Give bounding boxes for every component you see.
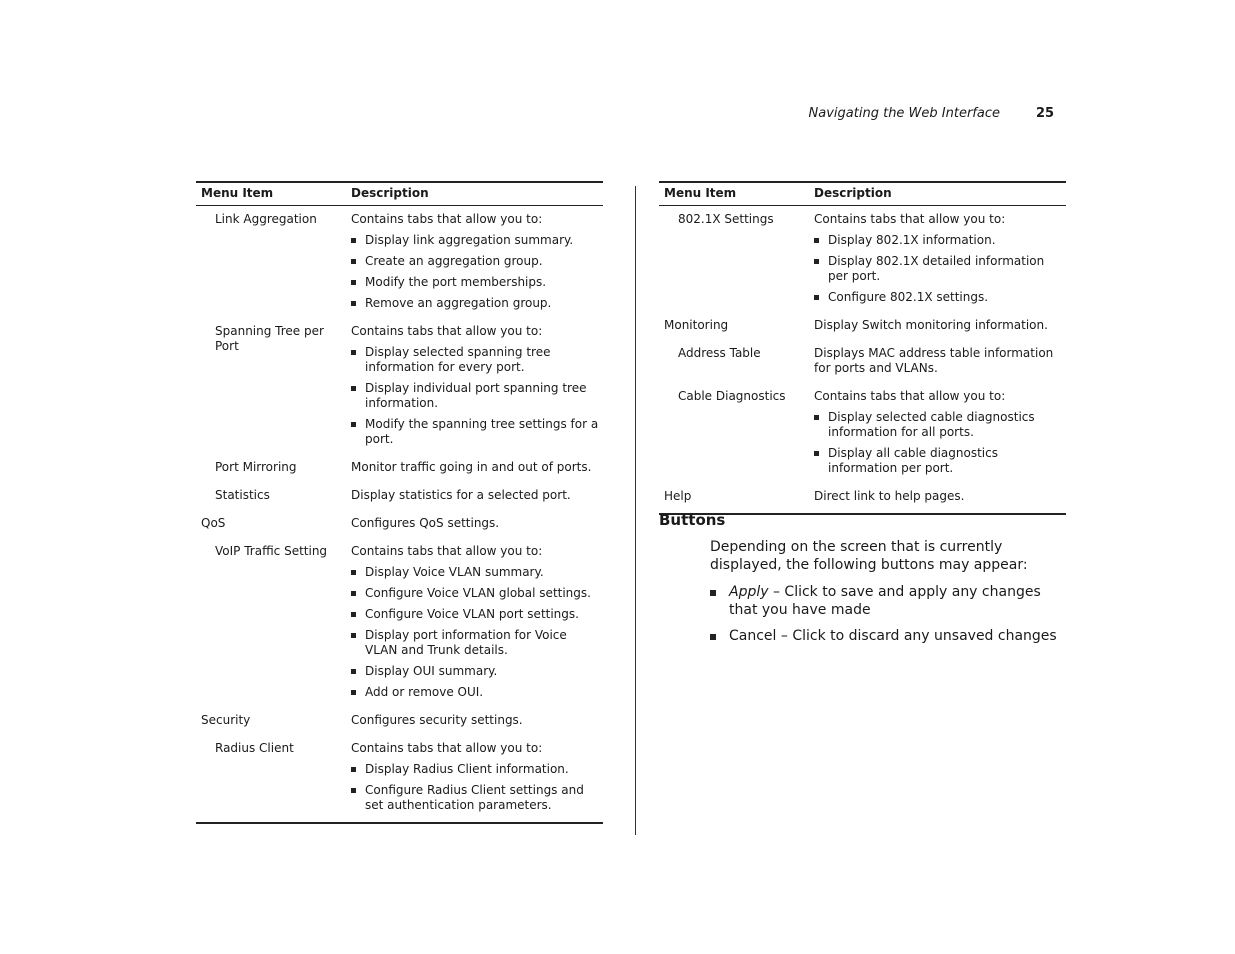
- description-bullets: [351, 345, 601, 447]
- column-header-menu-item: Menu Item: [664, 186, 737, 200]
- bullet-item: Display Voice VLAN summary.: [351, 565, 601, 580]
- menu-item-label: Radius Client: [215, 741, 294, 755]
- menu-item-description: [814, 346, 1064, 382]
- menu-item-label: Help: [664, 489, 692, 503]
- table-row: [196, 206, 603, 320]
- bullet-item: Display Radius Client information.: [351, 762, 601, 777]
- bullet-item: Display link aggregation summary.: [351, 233, 601, 248]
- column-header-description: Description: [351, 186, 429, 200]
- description-text: Monitor traffic going in and out of ports.: [351, 460, 592, 474]
- bullet-item: Configure Radius Client settings and set authentication parameters.: [351, 783, 601, 813]
- table-row: [659, 206, 1066, 314]
- description-bullets: [814, 233, 1064, 305]
- menu-item-label: Spanning Tree per Port: [215, 324, 324, 353]
- button-explanation: – Click to discard any unsaved changes: [776, 628, 1057, 644]
- table-row: [659, 385, 1066, 485]
- description-text: Contains tabs that allow you to:: [814, 212, 1006, 226]
- bullet-item: Remove an aggregation group.: [351, 296, 601, 311]
- menu-item-description: [351, 516, 601, 537]
- menu-item-label: 802.1X Settings: [678, 212, 774, 226]
- menu-table-left: [196, 181, 603, 824]
- bullet-item: Display selected cable diagnostics information for all ports.: [814, 410, 1064, 440]
- description-text: Display Switch monitoring information.: [814, 318, 1048, 332]
- table-row: [196, 512, 603, 540]
- table-body: [659, 206, 1066, 513]
- table-row: [196, 456, 603, 484]
- bullet-item: Display port information for Voice VLAN and Trunk details.: [351, 628, 601, 658]
- table-row: [659, 314, 1066, 342]
- table-body: [196, 206, 603, 822]
- bullet-item: Display all cable diagnostics information per port.: [814, 446, 1064, 476]
- table-row: [196, 709, 603, 737]
- description-text: Contains tabs that allow you to:: [351, 212, 543, 226]
- table-row: [196, 484, 603, 512]
- column-header-description: Description: [814, 186, 892, 200]
- description-bullets: [351, 565, 601, 700]
- menu-item-description: [351, 741, 601, 813]
- button-name: Cancel: [729, 628, 777, 644]
- table-row: [196, 320, 603, 456]
- description-text: Displays MAC address table information for ports and VLANs.: [814, 346, 1054, 375]
- bullet-item: Add or remove OUI.: [351, 685, 601, 700]
- buttons-section-body: [710, 538, 1070, 653]
- bullet-item: Display 802.1X information.: [814, 233, 1064, 248]
- bullet-item: Configure Voice VLAN global settings.: [351, 586, 601, 601]
- bullet-item: Display OUI summary.: [351, 664, 601, 679]
- description-text: Contains tabs that allow you to:: [351, 544, 543, 558]
- menu-item-label: Statistics: [215, 488, 270, 502]
- buttons-intro: Depending on the screen that is currently displayed, the following buttons may appear:: [710, 539, 1028, 573]
- bullet-item: Configure 802.1X settings.: [814, 290, 1064, 305]
- button-description-item: [710, 627, 1070, 645]
- menu-item-description: [351, 324, 601, 447]
- description-text: Configures QoS settings.: [351, 516, 500, 530]
- bullet-item: Configure Voice VLAN port settings.: [351, 607, 601, 622]
- bullet-item: Modify the port memberships.: [351, 275, 601, 290]
- menu-item-description: [351, 713, 601, 734]
- menu-item-label: Security: [201, 713, 251, 727]
- column-divider: [635, 186, 636, 835]
- description-text: Contains tabs that allow you to:: [351, 741, 543, 755]
- menu-item-description: [814, 389, 1064, 476]
- bullet-item: Modify the spanning tree settings for a port.: [351, 417, 601, 447]
- table-header: [659, 181, 1066, 206]
- menu-item-label: Address Table: [678, 346, 761, 360]
- menu-item-label: Link Aggregation: [215, 212, 317, 226]
- menu-item-label: Monitoring: [664, 318, 729, 332]
- table-row: [196, 540, 603, 709]
- menu-item-description: [814, 489, 1064, 510]
- description-text: Display statistics for a selected port.: [351, 488, 571, 502]
- menu-item-description: [351, 488, 601, 509]
- description-text: Direct link to help pages.: [814, 489, 965, 503]
- menu-item-label: VoIP Traffic Setting: [215, 544, 328, 558]
- buttons-list: [710, 583, 1070, 645]
- bullet-item: Create an aggregation group.: [351, 254, 601, 269]
- bullet-item: Display 802.1X detailed information per port.: [814, 254, 1064, 284]
- description-text: Configures security settings.: [351, 713, 523, 727]
- button-name: Apply: [729, 584, 769, 600]
- menu-item-label: Cable Diagnostics: [678, 389, 786, 403]
- column-header-menu-item: Menu Item: [201, 186, 274, 200]
- table-row: [659, 342, 1066, 385]
- description-text: Contains tabs that allow you to:: [351, 324, 543, 338]
- description-bullets: [814, 410, 1064, 476]
- menu-table-right: [659, 181, 1066, 515]
- description-text: Contains tabs that allow you to:: [814, 389, 1006, 403]
- table-row: [659, 485, 1066, 513]
- table-bottom-rule: [196, 822, 603, 824]
- menu-item-label: Port Mirroring: [215, 460, 297, 474]
- button-explanation: – Click to save and apply any changes that you have made: [729, 584, 1041, 618]
- menu-item-description: [351, 544, 601, 700]
- button-description-item: [710, 583, 1070, 619]
- menu-item-description: [814, 318, 1064, 339]
- description-bullets: [351, 233, 601, 311]
- menu-item-description: [351, 212, 601, 311]
- section-title-buttons: Buttons: [659, 511, 726, 529]
- menu-item-description: [351, 460, 601, 481]
- running-header-title: Navigating the Web Interface: [808, 106, 1000, 121]
- page-number: 25: [1036, 106, 1055, 121]
- description-bullets: [351, 762, 601, 813]
- table-row: [196, 737, 603, 822]
- bullet-item: Display selected spanning tree information for every port.: [351, 345, 601, 375]
- table-header: [196, 181, 603, 206]
- bullet-item: Display individual port spanning tree information.: [351, 381, 601, 411]
- menu-item-description: [814, 212, 1064, 305]
- menu-item-label: QoS: [201, 516, 226, 530]
